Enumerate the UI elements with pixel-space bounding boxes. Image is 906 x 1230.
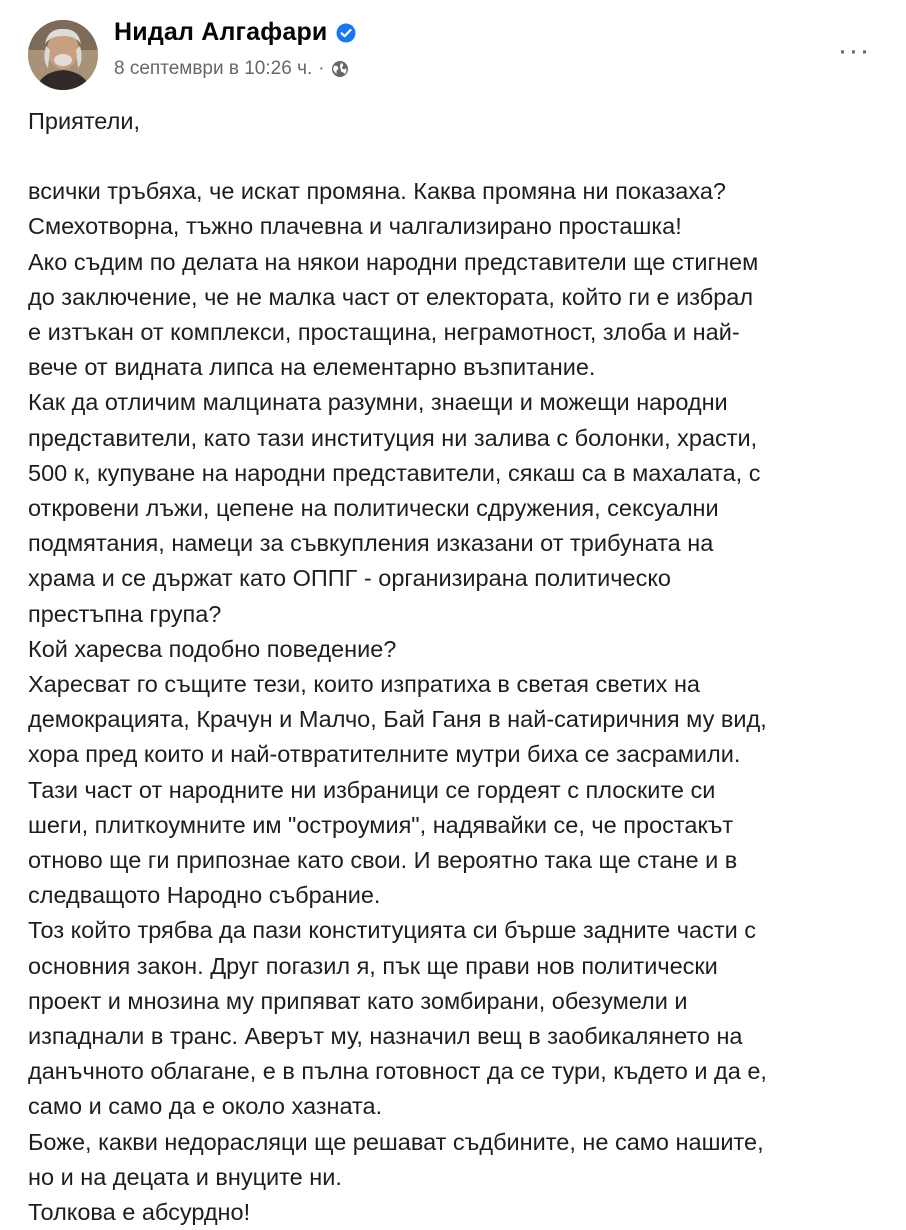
post-line: Кой харесва подобно поведение? [28, 635, 397, 662]
post-meta [114, 58, 349, 80]
post-line: данъчното облагане, е в пълна готовност да се тури, където и да е, [28, 1058, 767, 1085]
post-line: изпаднали в транс. Аверът му, назначил вещ в заобикалянето на [28, 1023, 743, 1050]
more-options-icon: ··· [837, 34, 871, 67]
post-line: шеги, плиткоумните им "остроумия", надявайки се, че простакът [28, 811, 734, 838]
post-text [28, 104, 888, 1230]
post-line: подмятания, намеци за съвкупления изказани от трибуната на [28, 530, 714, 557]
verified-badge-icon [336, 23, 356, 43]
meta-separator: · [318, 58, 325, 79]
post-line: представители, като тази институция ни залива с болонки, храсти, [28, 424, 758, 451]
post-line: но и на децата и внуците ни. [28, 1163, 342, 1190]
post-line: отново ще ги припознае като свои. И вероятно така ще стане и в [28, 847, 738, 874]
post-line: само и само да е около хазната. [28, 1093, 383, 1120]
post-line: основния закон. Друг погазил я, пък ще прави нов политически [28, 952, 718, 979]
post-line: Смехотворна, тъжно плачевна и чалгализирано просташка! [28, 213, 682, 240]
more-options-button[interactable] [834, 36, 874, 66]
post-greeting: Приятели, [28, 108, 140, 134]
post-line: Харесват го същите тези, които изпратиха в светая светих на [28, 671, 700, 698]
post-timestamp[interactable]: 8 септември в 10:26 ч. [114, 58, 313, 79]
post-line: престъпна група? [28, 600, 222, 627]
post-line: Ако съдим по делата на някои народни представители ще стигнем [28, 248, 759, 275]
post-line: е изтъкан от комплекси, простащина, неграмотност, злоба и най- [28, 319, 740, 346]
avatar-image [28, 20, 98, 90]
post-line: хора пред които и най-отвратителните мутри биха се засрамили. [28, 741, 741, 768]
post-line: Как да отличим малцината разумни, знаещи и можещи народни [28, 389, 728, 416]
post-line: Боже, какви недорасляци ще решават съдбините, не само нашите, [28, 1128, 764, 1155]
post-line: до заключение, че не малка част от електората, който ги е избрал [28, 283, 754, 310]
post-line: 500 к, купуване на народни представители, сякаш са в махалата, с [28, 459, 761, 486]
post-line: всички тръбяха, че искат промяна. Каква промяна ни показаха? [28, 178, 726, 205]
post-line: храма и се държат като ОППГ - организирана политическо [28, 565, 671, 592]
post-line: следващото Народно събрание. [28, 882, 381, 909]
author-name[interactable]: Нидал Алгафари [114, 18, 328, 46]
post-line: проект и мнозина му припяват като зомбирани, обезумели и [28, 987, 688, 1014]
post-line: Толкова е абсурдно! [28, 1199, 251, 1226]
globe-icon[interactable] [331, 60, 349, 78]
post-line: Тази част от народните ни избраници се гордеят с плоските си [28, 776, 716, 803]
post-line: вече от видната липса на елементарно възпитание. [28, 354, 596, 381]
author-line [114, 18, 356, 47]
post-line: откровени лъжи, цепене на политически сдружения, сексуални [28, 495, 719, 522]
post-line: Тоз който трябва да пази конституцията си бърше задните части с [28, 917, 757, 944]
post-line: демокрацията, Крачун и Малчо, Бай Ганя в най-сатиричния му вид, [28, 706, 767, 733]
avatar[interactable] [28, 20, 98, 90]
post-header [28, 14, 878, 94]
